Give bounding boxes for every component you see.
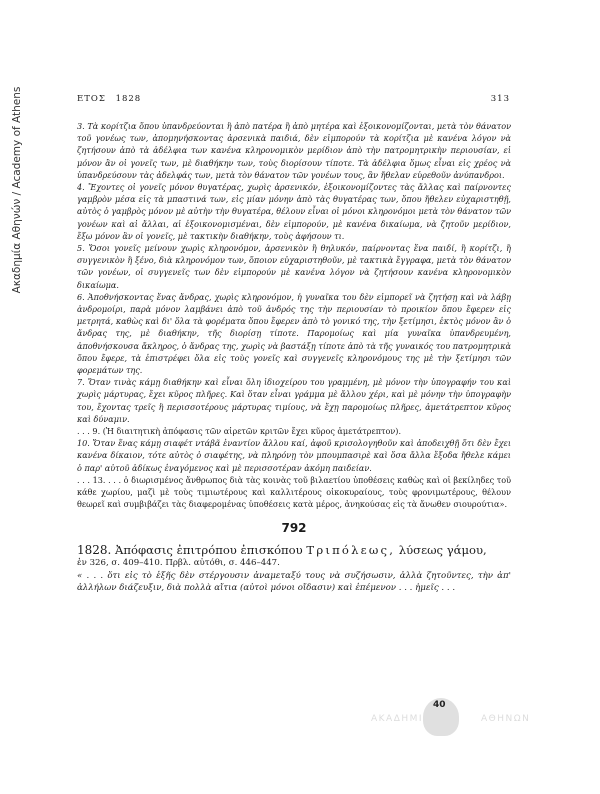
entry-title-a: Ἀπόφασις ἐπιτρόπου ἐπισκόπου	[115, 542, 303, 557]
paragraph-5: 5. Ὅσοι γονεῖς μείνουν χωρὶς κληρονόμον, ἀρσενικὸν ἢ θηλυκόν, παίρνοντας ἕνα παιδί, ἢ κορίτζι, ἢ συγγενικὸν ἢ ξένο, διὰ κληρονόμον των, ὅποιον εὐχαριστηθοῦν, μὲ τακτικὰ ἔγγραφα, μετὰ τὸν θάνατον τῶν γονέων, οἱ συγγενεῖς των δὲν εἰμπορούν μὲ κανένα λόγον νὰ ζητήσουν κανένα κληρονομικὸν δικαίωμα.	[77, 243, 511, 290]
entry-year: 1828.	[77, 542, 112, 557]
header-left	[77, 94, 147, 104]
side-watermark-text: Ακαδημία Αθηνών / Academy of Athens	[11, 86, 23, 294]
paragraph-9: . . . 9. (Ἡ διαιτητικὴ ἀπόφασις τῶν αἱρετῶν κριτῶν ἔχει κῦρος ἀμετάτρεπτον).	[77, 426, 402, 437]
entry-place: Τριπόλεως,	[306, 542, 396, 557]
page-number: 313	[490, 94, 510, 104]
header-year: 1828	[115, 94, 142, 104]
side-watermark	[2, 40, 32, 340]
entry-title-b: λύσεως γάμου,	[398, 542, 487, 557]
header-title: ΕΤΟΣ	[77, 94, 106, 104]
sheet-number: 40	[433, 700, 446, 710]
entry-reference: ἐν 326, σ. 409–410. Πρβλ. αὐτόθι, σ. 446–447.	[77, 557, 280, 568]
stamp-text-right: ΑΘΗΝΩΝ	[481, 714, 531, 724]
entry-quote: « . . . ὅτι εἰς τὸ ἑξῆς δὲν στέργουσιν ἀναμεταξύ τους νὰ συζήσωσιν, ἀλλὰ ζητοῦντες, τὴν ἀπ' ἀλλήλων διάζευξιν, διὰ πολλὰ αἴτια (αὐτοὶ μόνοι οἴδασιν) καὶ ἐπέμενον . . . ἠμεῖς . . .	[77, 570, 511, 593]
paragraph-6: 6. Ἀποθνήσκοντας ἕνας ἄνδρας, χωρὶς κληρονόμον, ἡ γυναῖκα του δὲν εἰμπορεῖ νὰ ζητήσῃ καὶ νὰ λάβῃ ἀνδρομοίρι, παρὰ μόνον λαμβάνει ἀπὸ τοῦ ἀνδρός της τὴν περιουσίαν τὸ προικίον ὅπου ἔφερεν εἰς μετρητά, καθὼς καὶ δι' ὅλα τὰ φορέματα ὅπου ἔφερεν ἀπὸ τὸ γονικό της, τὴν ξετίμησι, ἐκτὸς μόνον ἂν ὁ ἄνδρας της, μὲ διαθήκην, τῆς διορίσῃ τίποτε. Παρομοίως καὶ μία γυναῖκα ὑπανδρευμένη, ἀποθνήσκουσα ἄκληρος, ὁ ἄνδρας της, χωρὶς νὰ βαστάξῃ τίποτε ἀπὸ τὰ τῆς γυναικός του πατρομητρικὰ ὅπου ἔφερε, τὰ ἐπιστρέφει ὅλα εἰς τοὺς γονεῖς καὶ συγγενεῖς κληρονόμους της μὲ τὴν ξετίμησι τῶν φορεμάτων της.	[77, 291, 511, 376]
paragraph-13: . . . 13. . . . ὁ διωρισμένος ἄνθρωπος διὰ τὰς κοινὰς τοῦ βιλαετίου ὑποθέσεις καθὼς καὶ οἱ βεκίληδες τοῦ κάθε χωρίου, μαζὶ μὲ τοὺς τιμιωτέρους καὶ καλλιτέρους οἰκοκυραίους, τοὺς φρονιμωτέρους, θέλουν θεωρεῖ καὶ συμβιβάζει τὰς διαφερομένας ὑποθέσεις κατὰ μέρος, ἀνηκούσας εἰς τὰ ἄνωθεν σιουρούτια».	[77, 474, 511, 510]
academy-stamp	[357, 698, 587, 738]
stamp-text-left: ΑΚΑΔΗΜΙΑ	[371, 714, 431, 724]
entry-heading	[77, 543, 511, 557]
paragraph-4: 4. Ἔχοντες οἱ γονεῖς μόνον θυγατέρας, χωρὶς ἀρσενικόν, ἐξοικονομίζοντες τὰς ἄλλας καὶ παίρνοντες γαμβρὸν μέσα εἰς τὰ μπαστινά των, εἰς μίαν μόνην ἀπὸ τὰς θυγατέρας των, ὅπου ἤθελεν εὐχαριστηθῇ, αὐτὸς ὁ γαμβρὸς μόνον μὲ αὐτὴν τὴν θυγατέρα, θέλουν εἶναι οἱ μόνοι κληρονόμοι μετὰ τὸν θάνατον τῶν γονέων καὶ αἱ ἄλλαι, αἱ ἐξοικονομισμέναι, δὲν εἰμπορούν, μὲ κανένα δικαίωμα, νὰ ζητοῦν μερίδιον, ἔξω μόνον ἂν οἱ γονεῖς, μὲ τακτικὴν διαθήκην, τοὺς ἀφήσουν τι.	[77, 182, 511, 241]
running-header	[77, 94, 510, 104]
paragraph-7: 7. Ὅταν τινὰς κάμῃ διαθήκην καὶ εἶναι ὅλη ἰδιοχείρου του γραμμένη, μὲ μόνον τὴν ὑπογραφήν του καὶ χωρὶς μάρτυρας, ἔχει κῦρος πλῆρες. Καὶ ὅταν εἶναι γράμμα μὲ ἄλλου χέρι, καὶ μὲ μόνην τὴν ὑπογραφὴν του, ἔχοντας τρεῖς ἢ περισσοτέρους μάρτυρας τιμίους, νὰ ἔχῃ παρομοίως πλῆρες, ἀμετάτρεπτον κῦρος καὶ δύναμιν.	[77, 377, 511, 424]
paragraph-3: 3. Τὰ κορίτζια ὅπου ὑπανδρεύονται ἢ ἀπὸ πατέρα ἢ ἀπὸ μητέρα καὶ ἐξοικονομίζονται, μετὰ τὸν θάνατον τοῦ γονέως των, ἀπομηνήσκοντας ἀρσενικὰ παιδιά, δὲν εἰμπορούν τὰ κορίτζια μὲ κανένα λόγον νὰ ζητήσουν ἀπὸ τὰ ἀδέλφια των κανένα κληρονομικὸν μερίδιον ἀπὸ τὴν πατρομητρικὴν περιουσίαν, εἰ μόνον ἂν οἱ γονεῖς των, μὲ διαθήκην των, τοὺς διορίσουν τίποτε. Τὰ ἀδέλφια ὅμως εἶναι εἰς χρέος νὰ ὑπανδρεύσουν τὰς ἀδελφάς των, μετὰ τὸν θάνατον τῶν γονέων τους, ἂν ἤθελαν εὑρεθοῦν ἀνύπανδροι.	[77, 121, 511, 180]
page-body	[77, 120, 511, 594]
entry-number: 792	[281, 520, 307, 535]
paragraph-10: 10. Ὅταν ἕνας κάμῃ σιαφέτ ντάβᾶ ἐναντίον ἄλλου καί, ἀφοῦ κρισολογηθοῦν καὶ ἀποδειχθῇ ὅτι δὲν ἔχει κανένα δίκαιον, τότε αὐτὸς ὁ σιαφέτης, νὰ πληρόνῃ τὸν μπουμπασιρὲ καὶ ὅσα ἄλλα ἔξοδα ἤθελε κάμει ὁ παρ' αὐτοῦ ἀδίκως ἐναγόμενος καὶ μὲ περισσοτέραν ἀκόμη παιδείαν.	[77, 438, 511, 473]
